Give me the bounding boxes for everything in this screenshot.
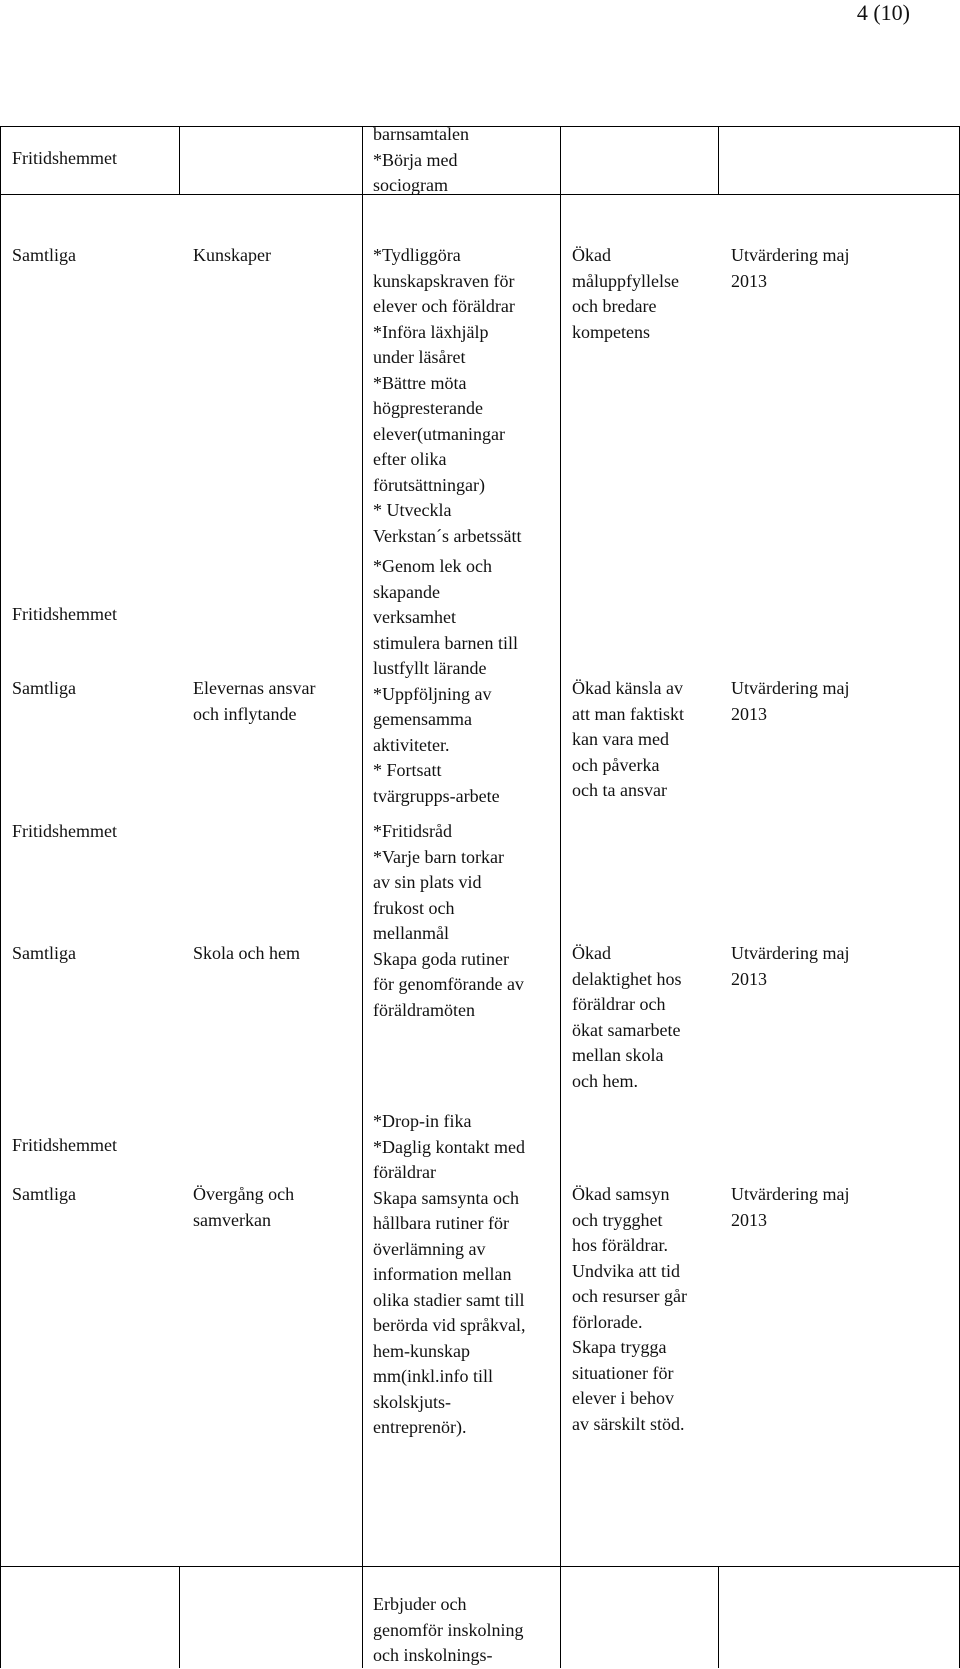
cell-actions: barnsamtalen *Börja med sociogram [373,124,469,195]
cell-area: Elevernas ansvar och inflytande [193,678,316,724]
column-divider [179,1566,180,1668]
column-divider [718,1566,719,1668]
cell-actions: *Genom lek och skapande verksamhet stimulera barnen till lustfyllt lärande *Uppföljning av gemensamma aktiviteter. * Fortsatt tvärgrupps-arbete [373,556,518,806]
cell-group: Samtliga [12,245,76,265]
column-divider [179,126,180,194]
table-border-top [0,126,960,127]
cell-group: Samtliga [12,678,76,698]
column-divider [560,126,561,1668]
cell-followup: Utvärdering maj 2013 [731,943,850,989]
plan-table [0,126,960,1668]
row-divider [0,194,960,195]
cell-actions: *Tydliggöra kunskapskraven för elever och föräldrar *Införa läxhjälp under läsåret *Bättre möta högpresterande elever(utmaningar efter olika förutsättningar) * Utveckla Verkstan´s arbetssätt [373,245,522,546]
cell-area: Kunskaper [193,245,271,265]
cell-group: Samtliga [12,1184,76,1204]
cell-area: Övergång och samverkan [193,1184,295,1230]
cell-group-secondary: Fritidshemmet [12,821,117,841]
cell-followup: Utvärdering maj 2013 [731,245,850,291]
cell-area: Skola och hem [193,943,300,963]
cell-goal: Ökad delaktighet hos föräldrar och ökat samarbete mellan skola och hem. [572,943,682,1091]
column-divider [362,126,363,1668]
row-divider [0,1566,960,1567]
page-number: 4 (10) [856,0,910,25]
cell-followup: Utvärdering maj 2013 [731,1184,850,1230]
cell-followup: Utvärdering maj 2013 [731,678,850,724]
cell-group: Fritidshemmet [12,148,117,168]
cell-actions: Erbjuder och genomför inskolning och inskolnings- [373,1594,524,1665]
cell-group: Samtliga [12,943,76,963]
column-divider [718,126,719,194]
cell-group-secondary: Fritidshemmet [12,1135,117,1155]
cell-goal: Ökad samsyn och trygghet hos föräldrar. Undvika att tid och resurser går förlorade. Skapa trygga situationer för elever i behov av särskilt stöd. [572,1184,687,1434]
cell-goal: Ökad känsla av att man faktiskt kan vara med och påverka och ta ansvar [572,678,684,800]
cell-actions: *Fritidsråd *Varje barn torkar av sin plats vid frukost och mellanmål Skapa goda rutiner för genomförande av föräldramöten [373,821,524,1020]
cell-group-secondary: Fritidshemmet [12,604,117,624]
column-divider [0,126,1,1668]
cell-goal: Ökad måluppfyllelse och bredare kompetens [572,245,679,342]
cell-actions: *Drop-in fika *Daglig kontakt med föräldrar Skapa samsynta och hållbara rutiner för överlämning av information mellan olika stadier samt till berörda vid språkval, hem-kunskap mm(inkl.info till skolskjuts- entreprenör). [373,1111,526,1437]
